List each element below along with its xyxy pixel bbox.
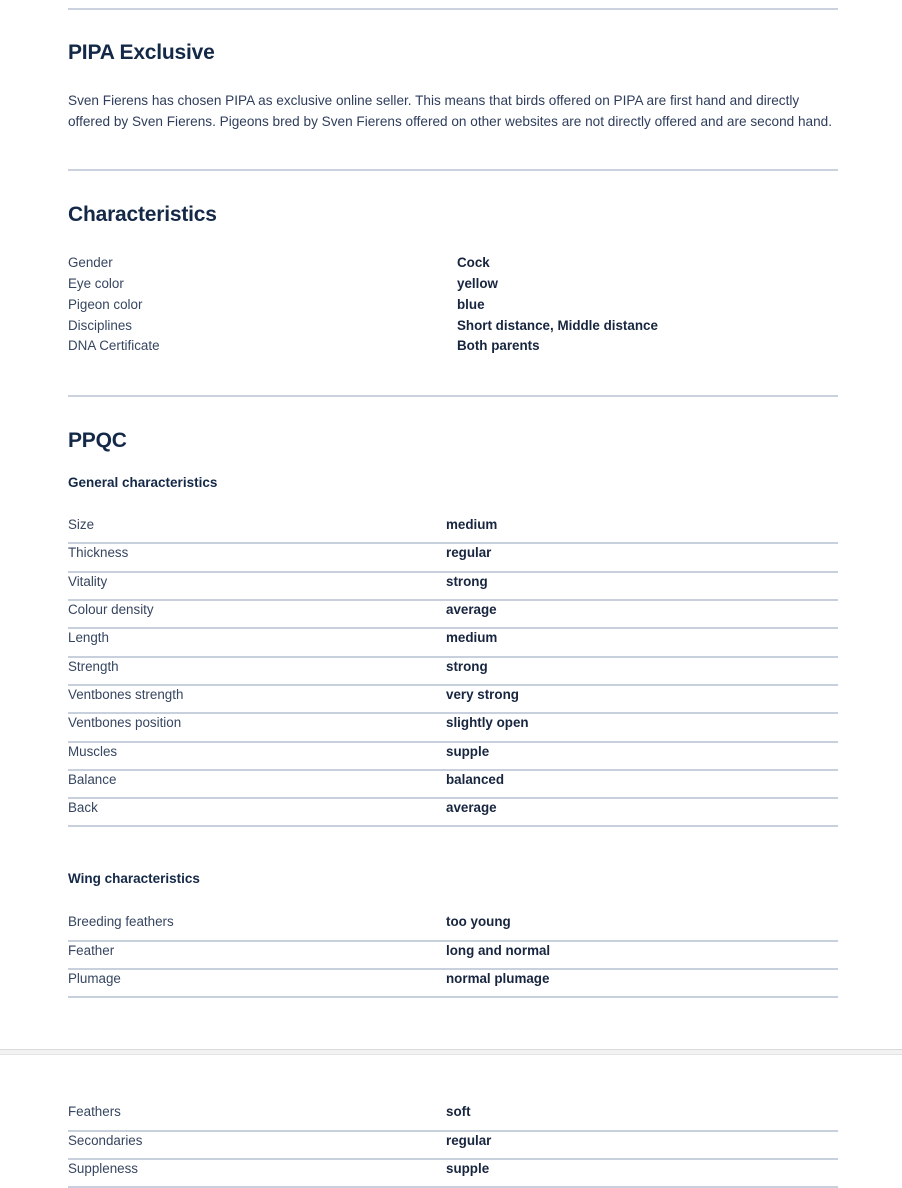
row-value: strong bbox=[446, 573, 488, 589]
row-value: medium bbox=[446, 630, 498, 646]
row-value: soft bbox=[446, 1104, 471, 1120]
table-row bbox=[68, 913, 838, 941]
section-ppqc-continued bbox=[0, 1055, 902, 1188]
row-label: Balance bbox=[68, 771, 117, 787]
characteristic-label: Eye color bbox=[68, 275, 124, 291]
characteristic-label: DNA Certificate bbox=[68, 338, 160, 354]
row-value: supple bbox=[446, 1160, 490, 1176]
table-row bbox=[68, 743, 838, 771]
table-row bbox=[68, 771, 838, 799]
row-value: balanced bbox=[446, 771, 505, 787]
row-value: very strong bbox=[446, 686, 519, 702]
characteristics-list bbox=[68, 253, 838, 357]
row-label: Back bbox=[68, 800, 98, 816]
table-row bbox=[68, 1132, 838, 1160]
row-label: Vitality bbox=[68, 573, 108, 589]
row-label: Ventbones strength bbox=[68, 686, 184, 702]
list-item bbox=[68, 253, 838, 274]
ppqc-group-title-general: General characteristics bbox=[68, 475, 218, 491]
row-value: regular bbox=[446, 545, 492, 561]
section-characteristics bbox=[0, 171, 902, 357]
characteristic-label: Gender bbox=[68, 255, 113, 271]
row-label: Thickness bbox=[68, 545, 129, 561]
list-item bbox=[68, 295, 838, 316]
table-row bbox=[68, 686, 838, 714]
row-label: Muscles bbox=[68, 743, 118, 759]
section-ppqc bbox=[0, 397, 902, 998]
row-value: average bbox=[446, 602, 497, 618]
ppqc-general-table bbox=[68, 516, 838, 827]
product-detail-page bbox=[0, 8, 902, 1188]
row-value: too young bbox=[446, 914, 511, 930]
characteristic-label: Pigeon color bbox=[68, 296, 143, 312]
table-row bbox=[68, 573, 838, 601]
row-value: medium bbox=[446, 517, 498, 533]
row-label: Feathers bbox=[68, 1104, 121, 1120]
row-label: Ventbones position bbox=[68, 715, 182, 731]
row-label: Suppleness bbox=[68, 1160, 138, 1176]
pipa-exclusive-heading: PIPA Exclusive bbox=[68, 41, 215, 64]
table-row bbox=[68, 1103, 838, 1131]
row-label: Colour density bbox=[68, 602, 154, 618]
characteristic-label: Disciplines bbox=[68, 317, 132, 333]
row-label: Feather bbox=[68, 942, 115, 958]
table-row bbox=[68, 516, 838, 544]
pipa-exclusive-paragraph: Sven Fierens has chosen PIPA as exclusive online seller. This means that birds offered on PIPA are first hand and directly offered by Sven Fierens. Pigeons bred by Sven Fierens offered on other websites are not directly offered and are second hand. bbox=[68, 93, 832, 129]
characteristic-value: Both parents bbox=[457, 338, 540, 354]
table-row bbox=[68, 942, 838, 970]
table-row bbox=[68, 544, 838, 572]
row-value: long and normal bbox=[446, 942, 551, 958]
row-value: slightly open bbox=[446, 715, 529, 731]
row-label: Breeding feathers bbox=[68, 914, 174, 930]
row-value: regular bbox=[446, 1132, 492, 1148]
table-row bbox=[68, 629, 838, 657]
row-value: normal plumage bbox=[446, 971, 550, 987]
row-label: Secondaries bbox=[68, 1132, 143, 1148]
list-item bbox=[68, 316, 838, 337]
list-item bbox=[68, 274, 838, 295]
ppqc-wing-table bbox=[68, 913, 838, 998]
table-row bbox=[68, 601, 838, 629]
characteristic-value: blue bbox=[457, 296, 485, 312]
row-value: supple bbox=[446, 743, 490, 759]
table-row bbox=[68, 970, 838, 998]
list-item bbox=[68, 336, 838, 357]
table-row bbox=[68, 714, 838, 742]
row-value: strong bbox=[446, 658, 488, 674]
table-row bbox=[68, 1160, 838, 1188]
ppqc-continued-table bbox=[68, 1103, 838, 1188]
row-label: Plumage bbox=[68, 971, 121, 987]
table-row bbox=[68, 658, 838, 686]
ppqc-group-title-wing: Wing characteristics bbox=[68, 871, 200, 887]
table-row bbox=[68, 799, 838, 827]
characteristic-value: Cock bbox=[457, 255, 490, 271]
characteristic-value: Short distance, Middle distance bbox=[457, 317, 658, 333]
characteristics-heading: Characteristics bbox=[68, 203, 217, 227]
characteristic-value: yellow bbox=[457, 275, 498, 291]
row-label: Size bbox=[68, 517, 95, 533]
row-label: Length bbox=[68, 630, 109, 646]
row-value: average bbox=[446, 800, 497, 816]
section-pipa-exclusive bbox=[0, 10, 902, 132]
ppqc-heading: PPQC bbox=[68, 429, 127, 453]
row-label: Strength bbox=[68, 658, 119, 674]
